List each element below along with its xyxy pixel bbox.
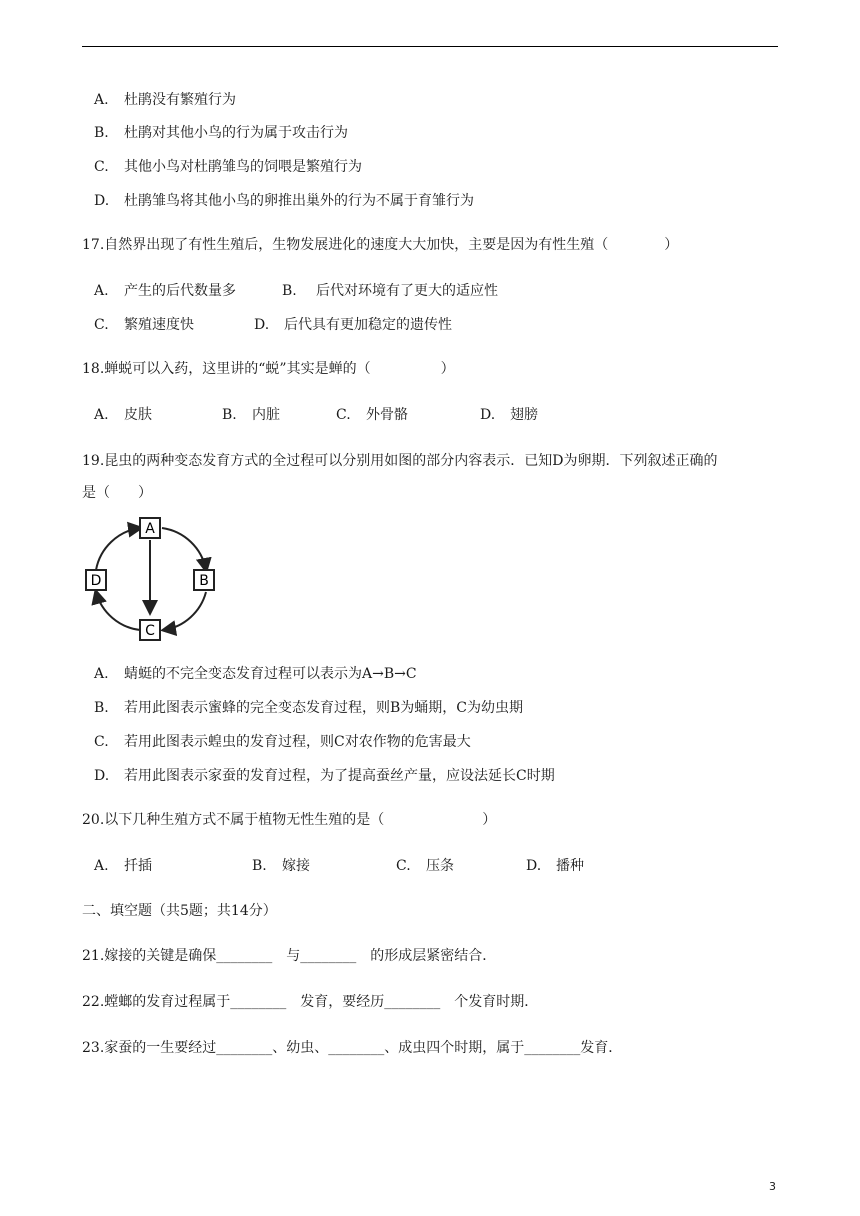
q16-option-d: D. 杜鹃雏鸟将其他小鸟的卵推出巢外的行为不属于育雏行为 <box>94 193 474 209</box>
q19-stem-line1: 19.昆虫的两种变态发育方式的全过程可以分别用如图的部分内容表示．已知D为卵期．下列叙述正确的 <box>82 453 718 469</box>
label-d: D <box>90 573 102 589</box>
label-b: B <box>199 573 209 589</box>
q16-option-b: B. 杜鹃对其他小鸟的行为属于攻击行为 <box>94 125 348 141</box>
q20-option-a: A. 扦插 <box>94 858 152 874</box>
q16-option-c: C. 其他小鸟对杜鹃雏鸟的饲喂是繁殖行为 <box>94 159 362 175</box>
section-heading-fill-in: 二、填空题（共5题；共14分） <box>82 903 277 919</box>
q20-option-b: B. 嫁接 <box>252 858 310 874</box>
q19-option-c: C. 若用此图表示蝗虫的发育过程，则C对农作物的危害最大 <box>94 734 471 750</box>
q17-option-c: C. 繁殖速度快 <box>94 317 194 333</box>
q18-option-d: D. 翅膀 <box>480 407 538 423</box>
q17-option-d: D. 后代具有更加稳定的遗传性 <box>254 317 452 333</box>
q18-stem: 18.蝉蜕可以入药，这里讲的“蜕”其实是蝉的（ ） <box>82 361 455 377</box>
q19-option-b: B. 若用此图表示蜜蜂的完全变态发育过程，则B为蛹期，C为幼虫期 <box>94 700 523 716</box>
q20-stem: 20.以下几种生殖方式不属于植物无性生殖的是（ ） <box>82 812 497 828</box>
q17-option-b: B. 后代对环境有了更大的适应性 <box>282 283 498 299</box>
q20-option-c: C. 压条 <box>396 858 454 874</box>
q18-option-a: A. 皮肤 <box>94 407 152 423</box>
q21-stem: 21.嫁接的关键是确保________ 与________ 的形成层紧密结合． <box>82 948 497 964</box>
page-number: 3 <box>769 1180 776 1193</box>
insect-development-cycle-diagram <box>84 512 220 644</box>
arrow-b-to-c <box>164 592 206 630</box>
label-c: C <box>145 623 155 639</box>
q22-stem: 22.螳螂的发育过程属于________ 发育，要经历________ 个发育时期． <box>82 994 539 1010</box>
header-rule <box>82 46 778 47</box>
arrow-c-to-d <box>96 592 140 630</box>
q23-stem: 23.家蚕的一生要经过________、幼虫、________、成虫四个时期，属于________发育． <box>82 1040 623 1056</box>
q17-stem: 17.自然界出现了有性生殖后，生物发展进化的速度大大加快，主要是因为有性生殖（ ） <box>82 237 679 253</box>
arrow-d-to-a <box>96 528 140 570</box>
q18-option-c: C. 外骨骼 <box>336 407 408 423</box>
arrow-a-to-b <box>162 528 206 570</box>
q19-option-d: D. 若用此图表示家蚕的发育过程，为了提高蚕丝产量，应设法延长C时期 <box>94 768 555 784</box>
q19-option-a: A. 蜻蜓的不完全变态发育过程可以表示为A→B→C <box>94 666 417 682</box>
q18-option-b: B. 内脏 <box>222 407 280 423</box>
q17-option-a: A. 产生的后代数量多 <box>94 283 236 299</box>
label-a: A <box>145 521 155 537</box>
q19-stem-line2: 是（ ） <box>82 485 152 501</box>
q20-option-d: D. 播种 <box>526 858 584 874</box>
q16-option-a: A. 杜鹃没有繁殖行为 <box>94 92 236 108</box>
